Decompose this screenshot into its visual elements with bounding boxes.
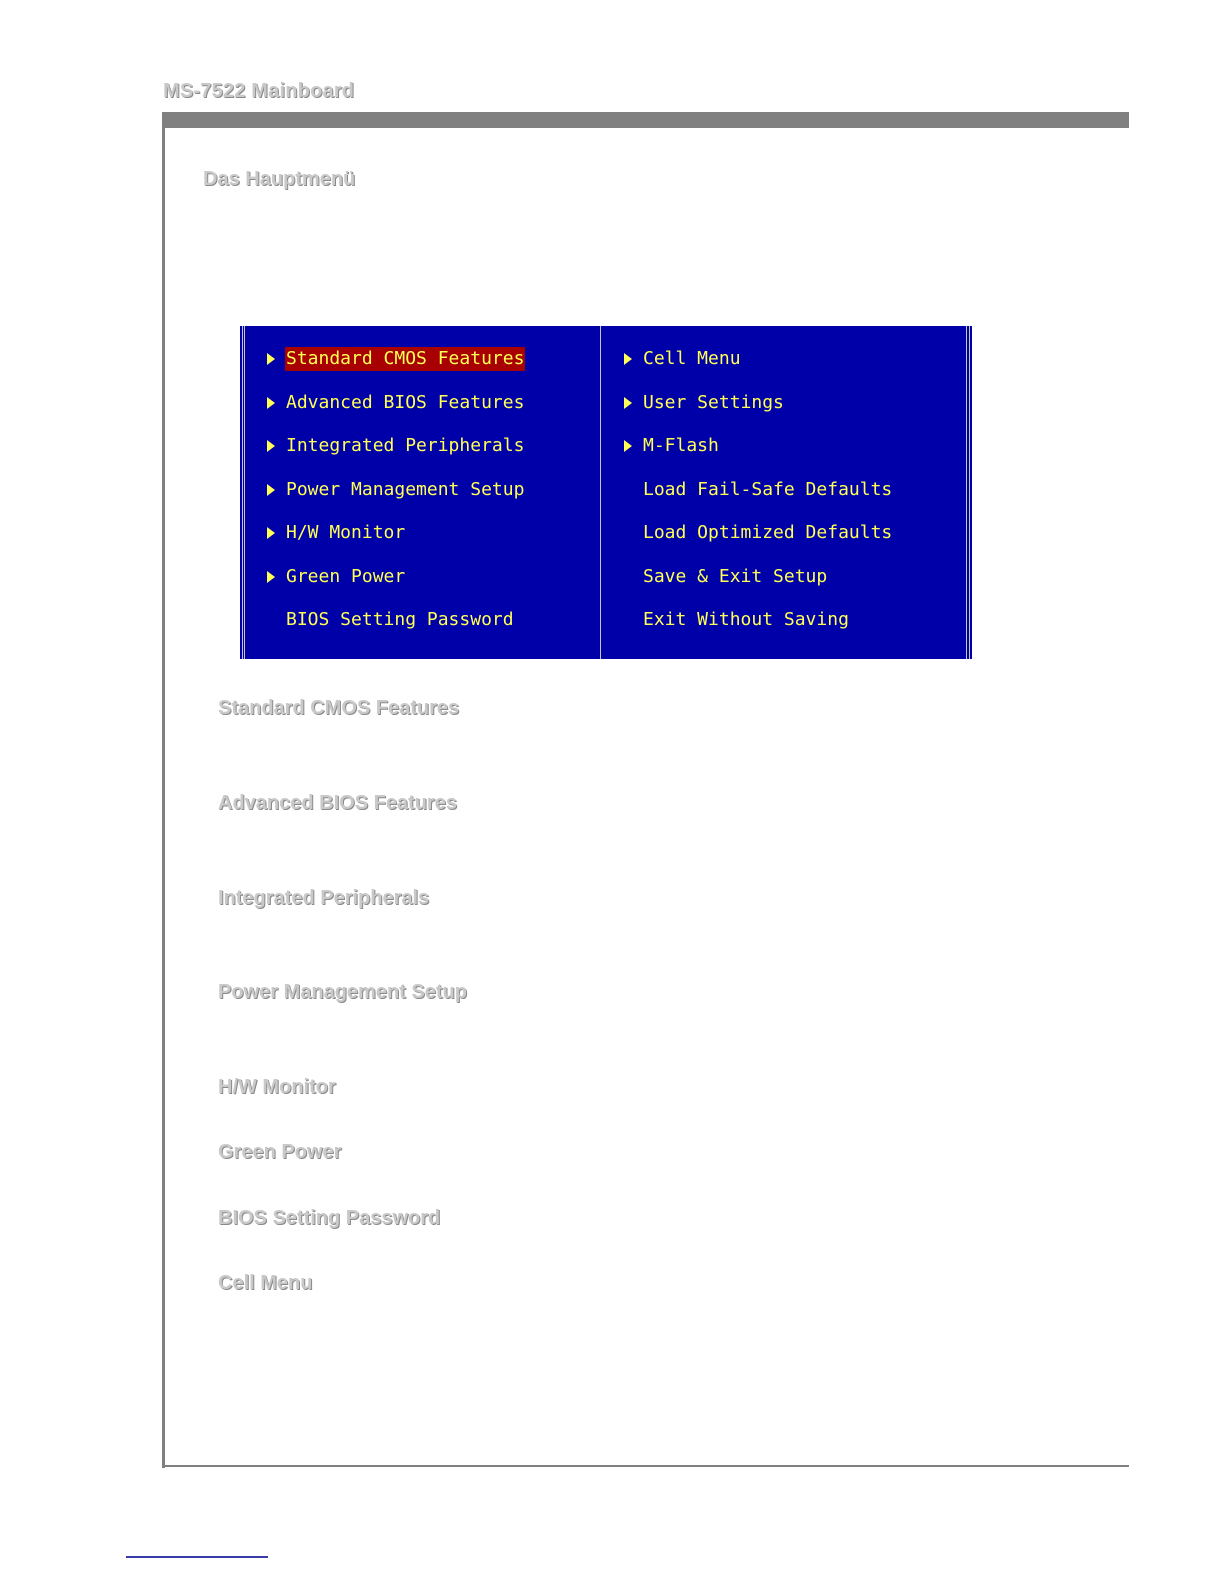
bios-item-label: Load Fail-Safe Defaults: [643, 479, 893, 500]
bios-item-green-power[interactable]: [285, 565, 406, 589]
description-heading-hw-monitor: H/W Monitor: [218, 1076, 336, 1098]
submenu-arrow-icon: [267, 571, 275, 583]
bios-item-load-optimized-defaults[interactable]: [642, 521, 893, 545]
submenu-arrow-icon: [267, 353, 275, 365]
bios-item-label: Load Optimized Defaults: [643, 522, 893, 543]
bios-item-save-exit-setup[interactable]: [642, 565, 828, 589]
bottom-rule: [162, 1465, 1129, 1467]
bios-item-label: Standard CMOS Features: [286, 348, 525, 369]
bios-frame-right: [966, 326, 970, 659]
description-heading-cell-menu: Cell Menu: [218, 1272, 313, 1294]
submenu-arrow-icon: [624, 397, 632, 409]
bios-item-power-management-setup[interactable]: [285, 478, 525, 502]
bios-item-exit-without-saving[interactable]: [642, 608, 850, 632]
description-heading-advanced-bios-features: Advanced BIOS Features: [218, 792, 457, 814]
bios-column-divider: [600, 326, 601, 659]
bios-item-hw-monitor[interactable]: [285, 521, 406, 545]
submenu-arrow-icon: [267, 527, 275, 539]
submenu-arrow-icon: [267, 484, 275, 496]
bios-item-label: Green Power: [286, 566, 406, 587]
bios-item-label: H/W Monitor: [286, 522, 406, 543]
bios-item-standard-cmos-features[interactable]: [285, 347, 525, 371]
document-header: MS-7522 Mainboard: [163, 80, 355, 102]
description-heading-power-management-setup: Power Management Setup: [218, 981, 467, 1003]
header-bar: [163, 112, 1129, 128]
bios-item-label: Cell Menu: [643, 348, 741, 369]
bios-item-advanced-bios-features[interactable]: [285, 391, 525, 415]
bios-item-label: User Settings: [643, 392, 784, 413]
bios-main-menu-screenshot: [240, 326, 972, 659]
bios-item-label: Save & Exit Setup: [643, 566, 828, 587]
bios-item-integrated-peripherals[interactable]: [285, 434, 525, 458]
footer-link-underline[interactable]: [126, 1556, 268, 1558]
bios-item-label: BIOS Setting Password: [286, 609, 514, 630]
bios-frame-left: [242, 326, 245, 659]
bios-item-bios-setting-password[interactable]: [285, 608, 515, 632]
bios-item-label: Power Management Setup: [286, 479, 525, 500]
description-heading-integrated-peripherals: Integrated Peripherals: [218, 887, 430, 909]
bios-item-label: Advanced BIOS Features: [286, 392, 525, 413]
description-heading-green-power: Green Power: [218, 1141, 342, 1163]
description-heading-bios-setting-password: BIOS Setting Password: [218, 1207, 441, 1229]
bios-item-load-fail-safe-defaults[interactable]: [642, 478, 893, 502]
bios-item-m-flash[interactable]: [642, 434, 720, 458]
description-heading-standard-cmos-features: Standard CMOS Features: [218, 697, 460, 719]
bios-item-label: Integrated Peripherals: [286, 435, 525, 456]
submenu-arrow-icon: [624, 353, 632, 365]
submenu-arrow-icon: [267, 397, 275, 409]
left-margin-rule: [162, 112, 165, 1468]
bios-item-cell-menu[interactable]: [642, 347, 742, 371]
bios-item-user-settings[interactable]: [642, 391, 785, 415]
section-title: Das Hauptmenü: [203, 168, 356, 190]
bios-item-label: M-Flash: [643, 435, 719, 456]
submenu-arrow-icon: [624, 440, 632, 452]
submenu-arrow-icon: [267, 440, 275, 452]
bios-item-label: Exit Without Saving: [643, 609, 849, 630]
